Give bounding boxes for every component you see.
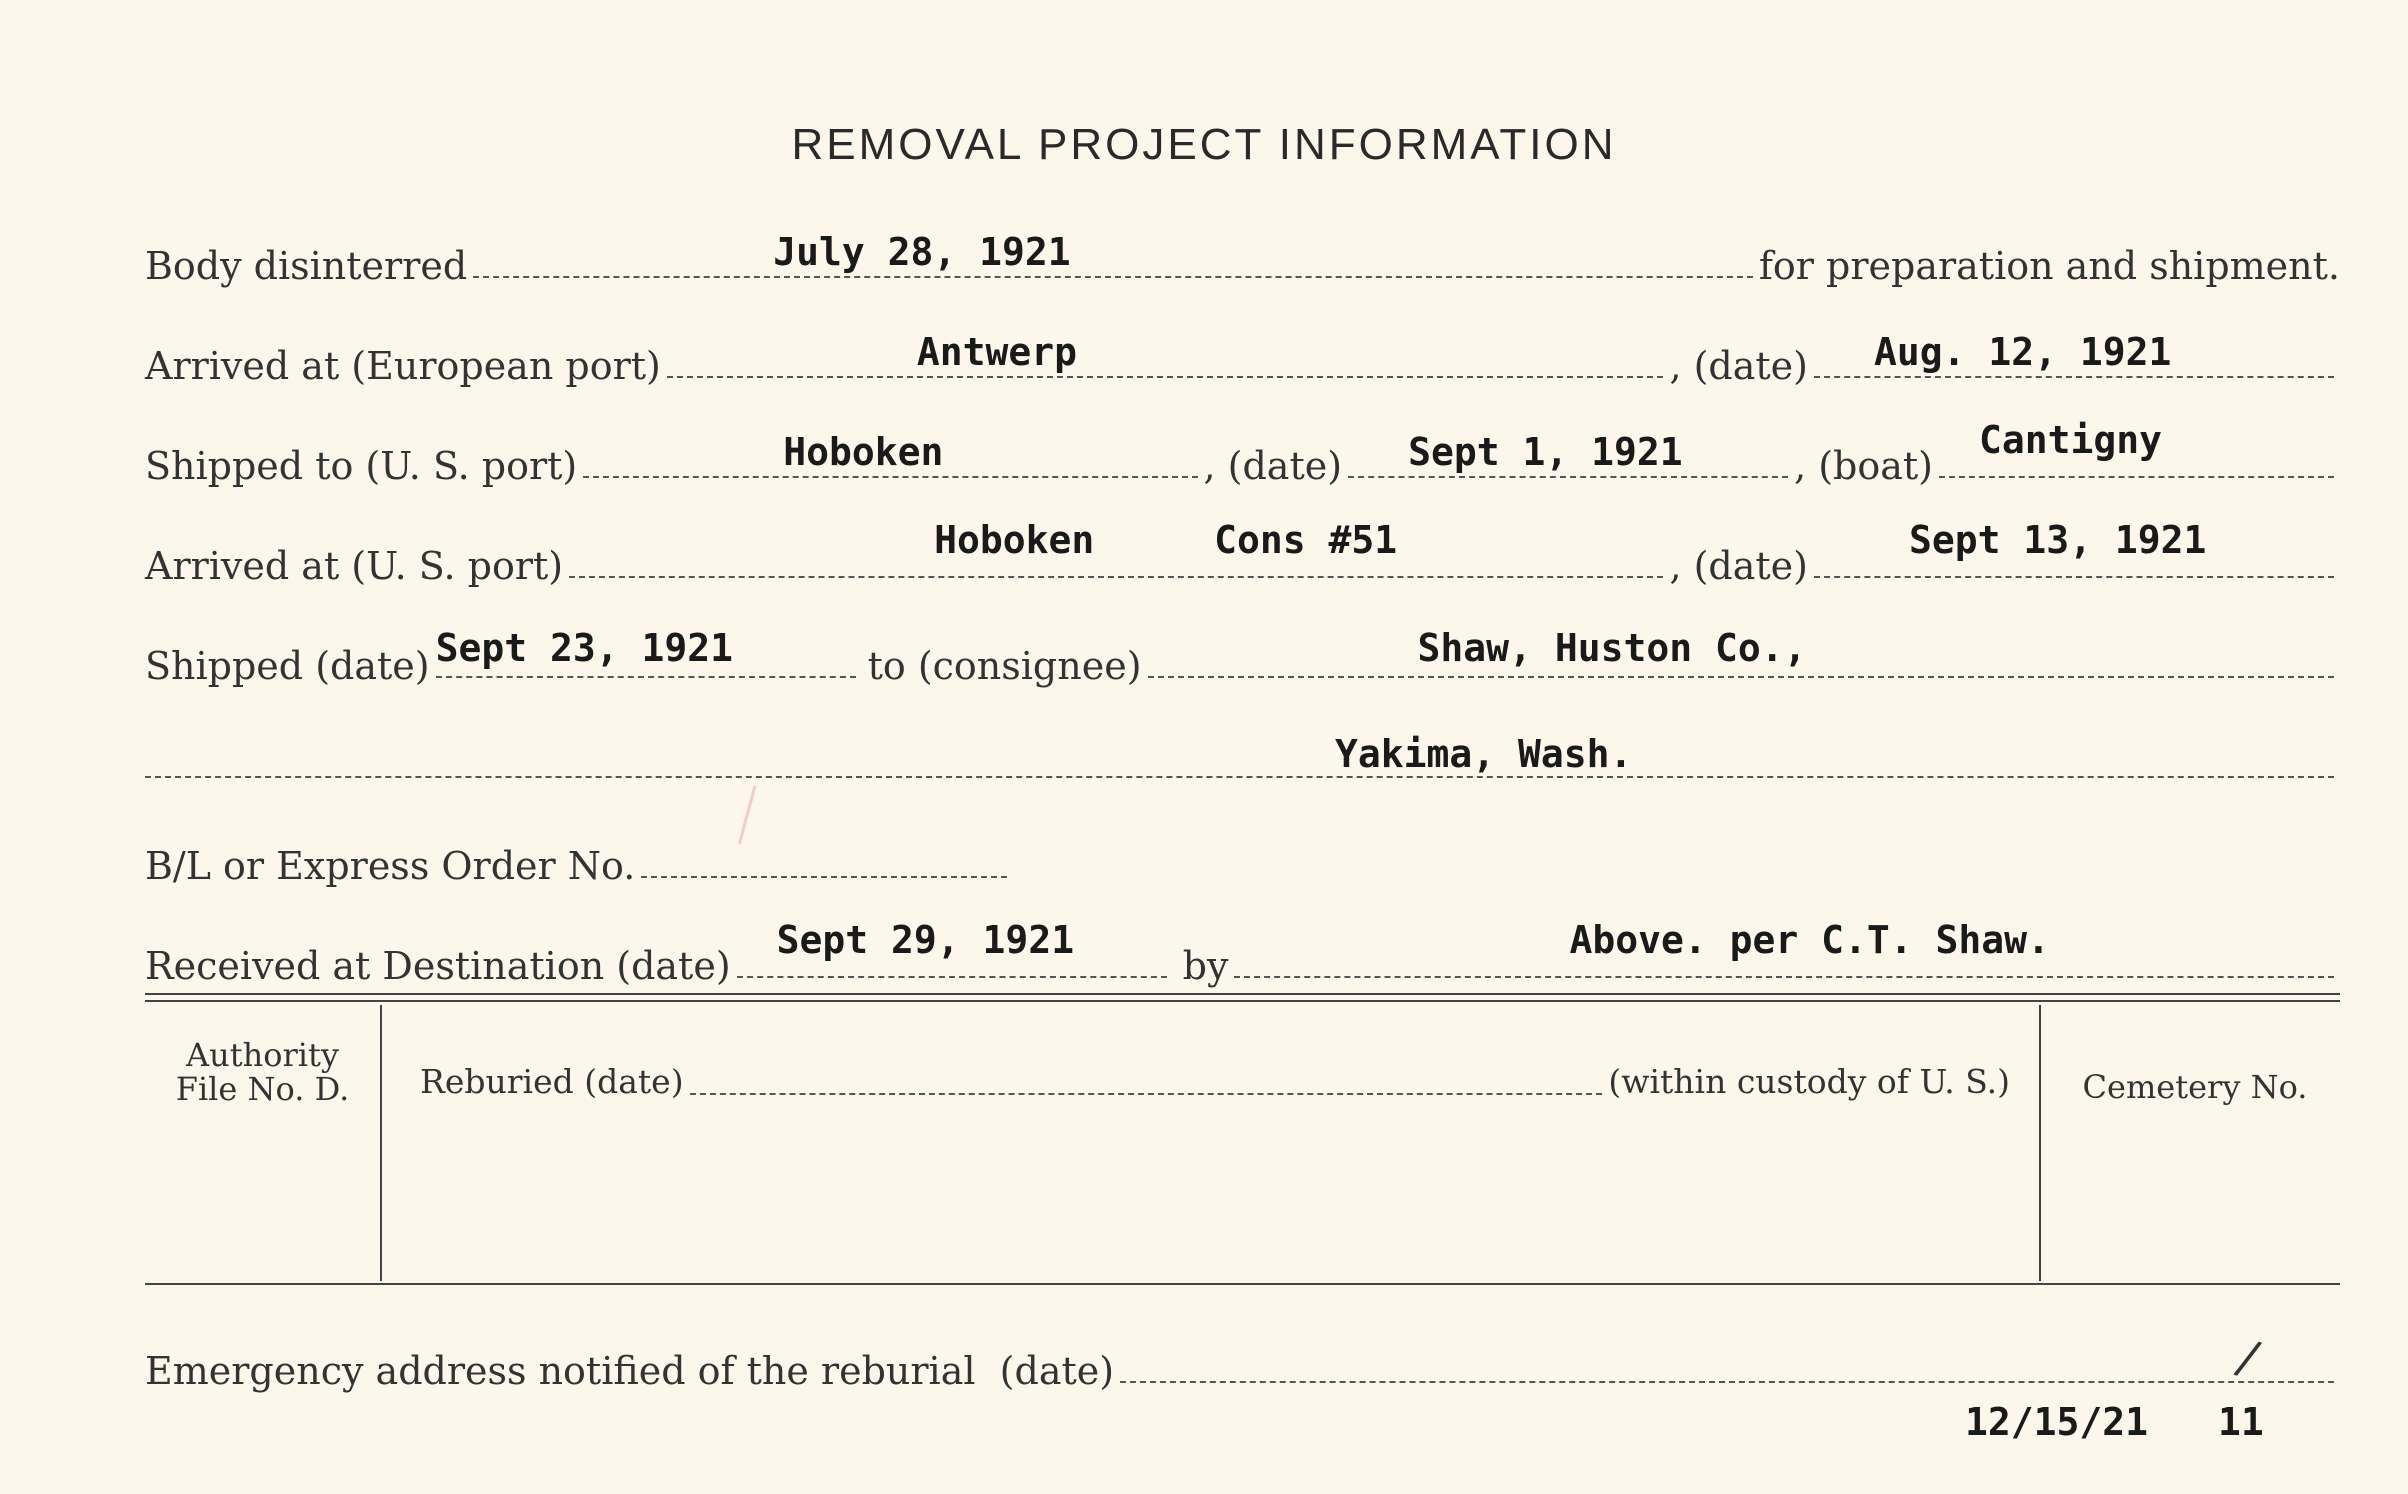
bl-label: B/L or Express Order No.: [145, 844, 636, 888]
consignee-field: [1148, 626, 2334, 678]
address-line-value: Yakima, Wash.: [1335, 732, 1633, 776]
reburied-field: [690, 1063, 1603, 1095]
shipped-date-value: Sept 23, 1921: [435, 626, 734, 670]
shipped-us-boat: Cantigny: [1979, 418, 2163, 462]
shipped-us-boat-field: [1939, 418, 2334, 478]
shipped-us-date: Sept 1, 1921: [1408, 430, 1683, 474]
shipped-us-field: [583, 430, 1197, 478]
shipped-date-field: [435, 626, 856, 678]
shipped-us-boat-label: , (boat): [1794, 444, 1933, 488]
row-shipped-date: [145, 626, 2340, 690]
row-received: [145, 918, 2340, 990]
consignee-value: Shaw, Huston Co.,: [1417, 626, 1807, 670]
disinterred-value: July 28, 1921: [773, 230, 1071, 274]
arrived-us-port: Hoboken: [934, 518, 1095, 562]
disinterred-suffix: for preparation and shipment.: [1758, 244, 2340, 288]
authority-label: Authority: [186, 1036, 339, 1074]
row-arrived-european: [145, 330, 2340, 390]
file-no-label: File No. D.: [175, 1070, 350, 1108]
row-shipped-us: [145, 418, 2340, 490]
cemetery-label: Cemetery No.: [2082, 1068, 2308, 1106]
footer-date: 12/15/21: [1965, 1400, 2149, 1444]
received-label: Received at Destination (date): [145, 944, 731, 988]
received-by-value: Above. per C.T. Shaw.: [1569, 918, 2050, 962]
grid-top-rule-double: [145, 1000, 2340, 1002]
page-title: REMOVAL PROJECT INFORMATION: [791, 120, 1617, 169]
arrived-european-date-label: , (date): [1669, 344, 1808, 388]
arrived-european-date: Aug. 12, 1921: [1874, 330, 2172, 374]
disinterred-label: Body disinterred: [145, 244, 468, 288]
row-bl: [145, 830, 1013, 890]
shipped-us-date-label: , (date): [1203, 444, 1343, 488]
arrived-european-field: [667, 330, 1664, 378]
emergency-field: [1120, 1335, 2334, 1383]
arrived-us-label: Arrived at (U. S. port): [145, 544, 564, 588]
grid-top-rule: [145, 993, 2340, 995]
received-date-field: [737, 918, 1167, 978]
arrived-european-date-field: [1814, 330, 2334, 378]
arrived-european-port: Antwerp: [916, 330, 1078, 374]
consignee-label: to (consignee): [867, 644, 1142, 688]
row-address-line: [145, 730, 2340, 790]
arrived-us-cons: Cons #51: [1214, 518, 1398, 562]
row-emergency: [145, 1335, 2340, 1395]
row-disinterred: [145, 230, 2340, 290]
row-arrived-us: [145, 518, 2340, 590]
reburied-label: Reburied (date): [420, 1062, 684, 1101]
grid-divider-left: [380, 1005, 382, 1281]
bl-field: [641, 830, 1007, 878]
footer-initials: 11: [2218, 1400, 2264, 1444]
received-by-label: by: [1182, 944, 1229, 988]
reburied-row: [420, 1062, 2010, 1103]
arrived-us-date: Sept 13, 1921: [1909, 518, 2207, 562]
arrived-european-label: Arrived at (European port): [145, 344, 661, 388]
shipped-us-port: Hoboken: [783, 430, 944, 474]
shipped-date-label: Shipped (date): [145, 644, 430, 688]
received-by-field: [1234, 918, 2334, 978]
handwritten-check-icon: /: [2230, 1328, 2266, 1388]
arrived-us-date-label: , (date): [1669, 544, 1808, 588]
authority-cell: [150, 1038, 375, 1106]
address-line-field: [145, 730, 2334, 778]
emergency-label: Emergency address notified of the reburial (date): [145, 1349, 1115, 1393]
grid-divider-right: [2039, 1005, 2041, 1281]
arrived-us-date-field: [1814, 518, 2334, 578]
received-date: Sept 29, 1921: [776, 918, 1075, 962]
shipped-us-date-field: [1348, 430, 1788, 478]
custody-label: (within custody of U. S.): [1608, 1062, 2010, 1101]
disinterred-field: [473, 230, 1753, 278]
shipped-us-label: Shipped to (U. S. port): [145, 444, 578, 488]
arrived-us-field: [569, 518, 1663, 578]
grid-bottom-rule: [145, 1283, 2340, 1285]
